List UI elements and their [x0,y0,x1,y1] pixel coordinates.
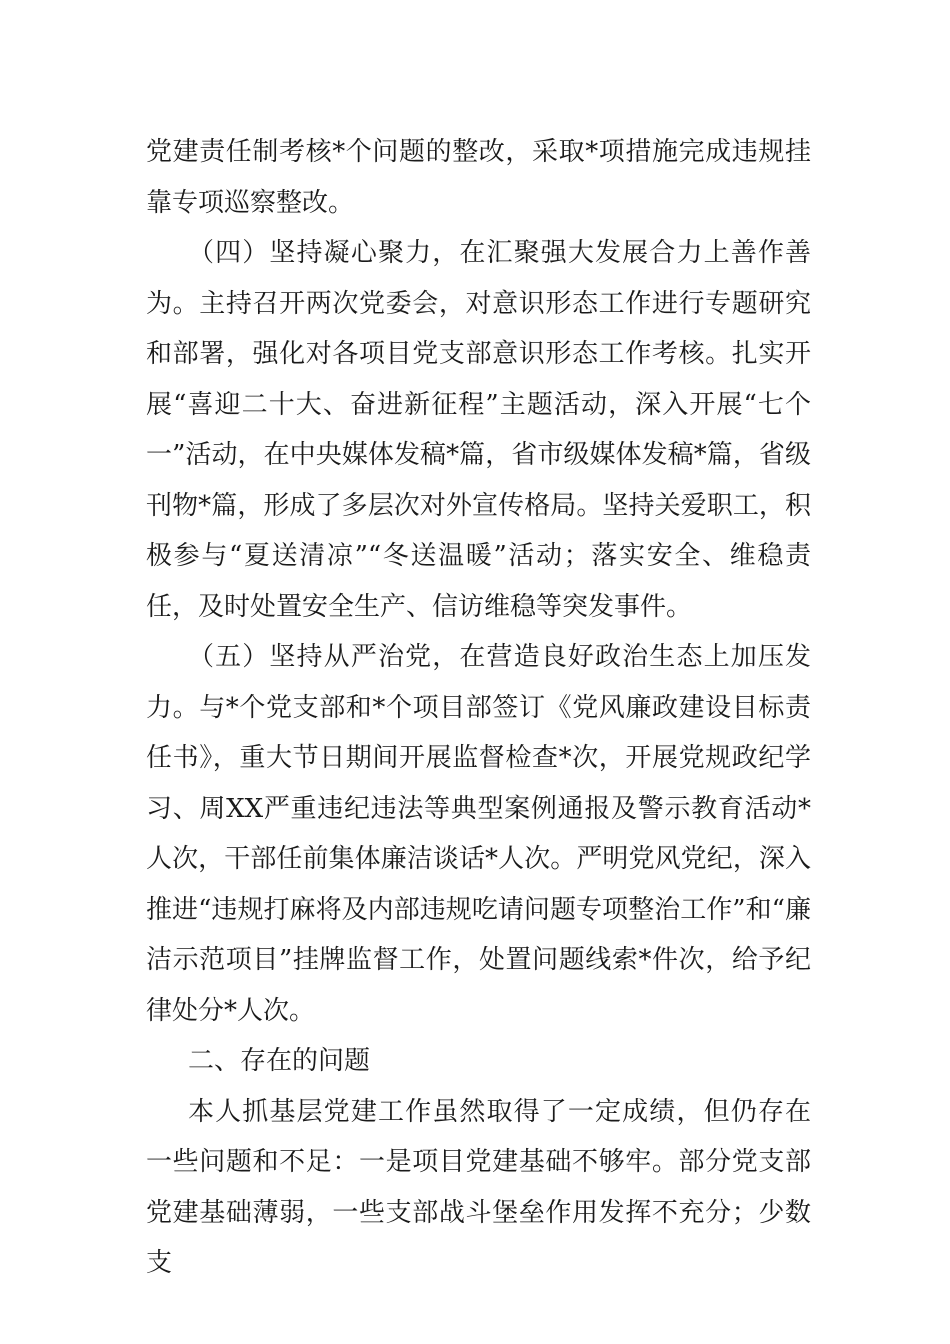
paragraph-problems: 本人抓基层党建工作虽然取得了一定成绩，但仍存在一些问题和不足：一是项目党建基础不够牢。部分党支部党建基础薄弱，一些支部战斗堡垒作用发挥不充分；少数支 [146,1096,811,1278]
document-body [146,127,811,1289]
section-heading-problems: 二、存在的问题 [188,1046,371,1076]
paragraph-section-five: （五）坚持从严治党，在营造良好政治生态上加压发力。与*个党支部和*个项目部签订《党风廉政建设目标责任书》，重大节日期间开展监督检查*次，开展党规政纪学习、周XX严重违纪违法等典型案例通报及警示教育活动*人次，干部任前集体廉洁谈话*人次。严明党风党纪，深入推进“违规打麻将及内部违规吃请问题专项整治工作”和“廉洁示范项目”挂牌监督工作，处置问题线索*件次，给予纪律处分*人次。 [146,642,811,1026]
paragraph-continuation: 党建责任制考核*个问题的整改，采取*项措施完成违规挂靠专项巡察整改。 [146,137,811,218]
paragraph-section-four: （四）坚持凝心聚力，在汇聚强大发展合力上善作善为。主持召开两次党委会，对意识形态工作进行专题研究和部署，强化对各项目党支部意识形态工作考核。扎实开展“喜迎二十大、奋进新征程”主题活动，深入开展“七个一”活动，在中央媒体发稿*篇，省市级媒体发稿*篇，省级刊物*篇，形成了多层次对外宣传格局。坚持关爱职工，积极参与“夏送清凉”“冬送温暖”活动；落实安全、维稳责任，及时处置安全生产、信访维稳等突发事件。 [146,238,811,622]
